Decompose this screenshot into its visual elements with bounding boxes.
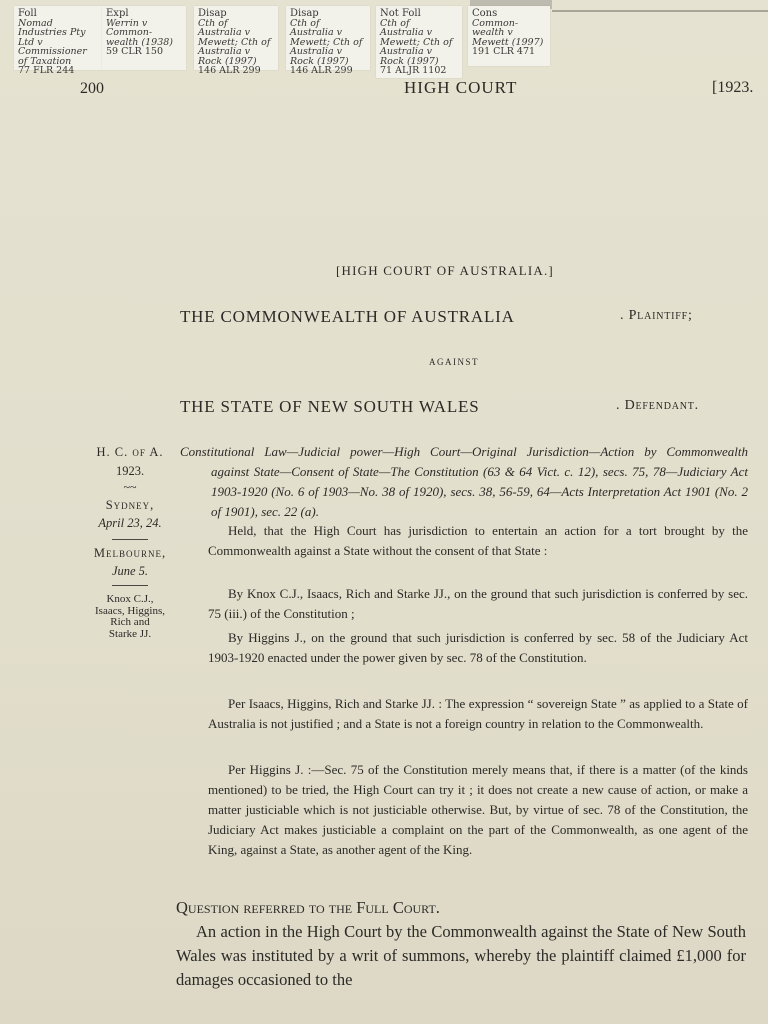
sticker-line: Rock (1997)	[198, 55, 257, 67]
sticker-line: Ltd v	[18, 36, 43, 48]
margin-date-melbourne: June 5.	[111, 564, 149, 578]
sticker-citation: 77 FLR 244	[18, 65, 75, 76]
sticker-tag: Cons	[472, 8, 498, 19]
page-edge-line	[552, 10, 768, 12]
sticker-tag: Disap	[198, 8, 227, 19]
sticker-line: Mewett; Cth of	[290, 36, 363, 48]
sticker-line: Cth of	[198, 17, 228, 29]
margin-place-melbourne: Melbourne,	[93, 546, 167, 560]
sticker-line: Mewett; Cth of	[198, 36, 271, 48]
question-heading: Question referred to the Full Court.	[176, 898, 440, 917]
higgins-paragraph: By Higgins J., on the ground that such jurisdiction is conferred by sec. 58 of the Judiciary Act 1903-1920 enacted under the power given by sec. 78 of the Constitution.	[208, 630, 748, 665]
plaintiff-role: . Plaintiff;	[620, 308, 693, 323]
running-year: [1923.	[712, 79, 754, 96]
sticker-citation: 191 CLR 471	[472, 46, 536, 57]
sticker-line: Cth of	[290, 17, 320, 29]
sticker-line: Australia v	[198, 27, 251, 38]
catchwords: Constitutional Law—Judicial power—High Court—Original Jurisdiction—Action by Commonwealth against State—Consent of State—The Constitution (63 & 64 Vict. c. 12), secs. 75, 78—Judiciary Act 1903-1920 (No. 6 of 1903—No. 38 of 1920), secs. 38, 56-59, 64—Acts Interpretation Act 1901 (No. 2 of 1901), sec. 22 (a).	[180, 444, 748, 519]
sticker-line: wealth (1938)	[106, 36, 174, 48]
court-line: [HIGH COURT OF AUSTRALIA.]	[336, 263, 554, 278]
margin-divider	[112, 539, 148, 540]
sticker-line: Werrin v	[106, 17, 148, 29]
sticker-line: Mewett (1997)	[472, 36, 544, 48]
judge-line: Knox C.J.,	[106, 593, 154, 605]
body-paragraph: An action in the High Court by the Commonwealth against the State of New South Wales was instituted by a writ of summons, whereby the plaintiff claimed £1,000 for damages occasioned to the	[176, 922, 746, 989]
sticker-line: Australia v	[198, 46, 251, 57]
margin-judges	[78, 594, 182, 640]
against-label: AGAINST	[429, 357, 479, 367]
sticker-line: Australia v	[380, 46, 433, 57]
sticker-line: Australia v	[380, 27, 433, 38]
running-head: HIGH COURT	[404, 78, 518, 97]
sticker-line: Mewett; Cth of	[380, 36, 453, 48]
defendant-name: THE STATE OF NEW SOUTH WALES	[180, 397, 480, 416]
margin-divider	[112, 585, 148, 586]
margin-place-sydney: Sydney,	[105, 498, 155, 512]
sticker-line: Industries Pty	[18, 27, 86, 38]
sticker-line: Rock (1997)	[290, 55, 349, 67]
citator-sticker	[286, 6, 370, 76]
sticker-line: Nomad	[18, 17, 53, 29]
sticker-citation: 146 ALR 299	[290, 65, 353, 76]
sticker-line: Commissioner	[18, 46, 87, 57]
citator-sticker	[468, 6, 550, 66]
sticker-tag: Not Foll	[380, 8, 421, 19]
sticker-line: Common-	[472, 17, 519, 29]
judge-line: Starke JJ.	[108, 627, 152, 640]
sticker-line: Australia v	[290, 46, 343, 57]
citator-sticker	[14, 6, 102, 76]
judge-line: Rich and	[110, 616, 150, 628]
knox-paragraph: By Knox C.J., Isaacs, Rich and Starke JJ., on the ground that such jurisdiction is conferred by sec. 75 (iii.) of the Constitution ;	[208, 586, 748, 621]
citator-sticker	[376, 6, 462, 78]
margin-court: H. C. of A.	[96, 445, 164, 459]
sticker-citation: 146 ALR 299	[198, 65, 261, 76]
citator-sticker	[102, 6, 186, 70]
judge-line: Isaacs, Higgins,	[95, 604, 165, 617]
per-higgins-paragraph: Per Higgins J. :—Sec. 75 of the Constitution merely means that, if there is a matter (of the kinds mentioned) to be tried, the High Court can try it ; it does not create a new cause of action, or make a matter justiciable which is not justiciable otherwise. But, by virtue of sec. 78 of the Constitution, the Judiciary Act makes justiciable a complaint on the part of the Commonwealth, as one agent of the King, against a State, as another agent of the King.	[208, 762, 748, 857]
sticker-line: of Taxation	[18, 55, 72, 67]
plaintiff-name: THE COMMONWEALTH OF AUSTRALIA	[180, 307, 515, 326]
sticker-citation: 59 CLR 150	[106, 46, 163, 57]
sticker-line: wealth v	[472, 27, 513, 38]
margin-tilde: ~~	[123, 480, 137, 494]
page-number: 200	[80, 80, 104, 97]
sticker-line: Cth of	[380, 17, 410, 29]
sticker-line: Common-	[106, 27, 153, 38]
sticker-citation: 71 ALJR 1102	[380, 65, 447, 76]
held-paragraph: Held, that the High Court has jurisdiction to entertain an action for a tort brought by the Commonwealth against a State without the consent of that State :	[208, 523, 748, 558]
sticker-tag: Disap	[290, 8, 319, 19]
margin-year: 1923.	[115, 464, 145, 478]
sticker-tag: Foll	[18, 8, 37, 19]
defendant-role: . Defendant.	[616, 398, 699, 413]
sticker-tag: Expl	[106, 8, 129, 19]
isaacs-paragraph: Per Isaacs, Higgins, Rich and Starke JJ. : The expression “ sovereign State ” as applied to a State of Australia is not justified ; and a State is not a foreign country in relation to the Commonwealth.	[208, 696, 748, 731]
margin-date-sydney: April 23, 24.	[98, 516, 162, 530]
sticker-line: Australia v	[290, 27, 343, 38]
sticker-line: Rock (1997)	[380, 55, 439, 67]
citator-sticker	[194, 6, 278, 76]
